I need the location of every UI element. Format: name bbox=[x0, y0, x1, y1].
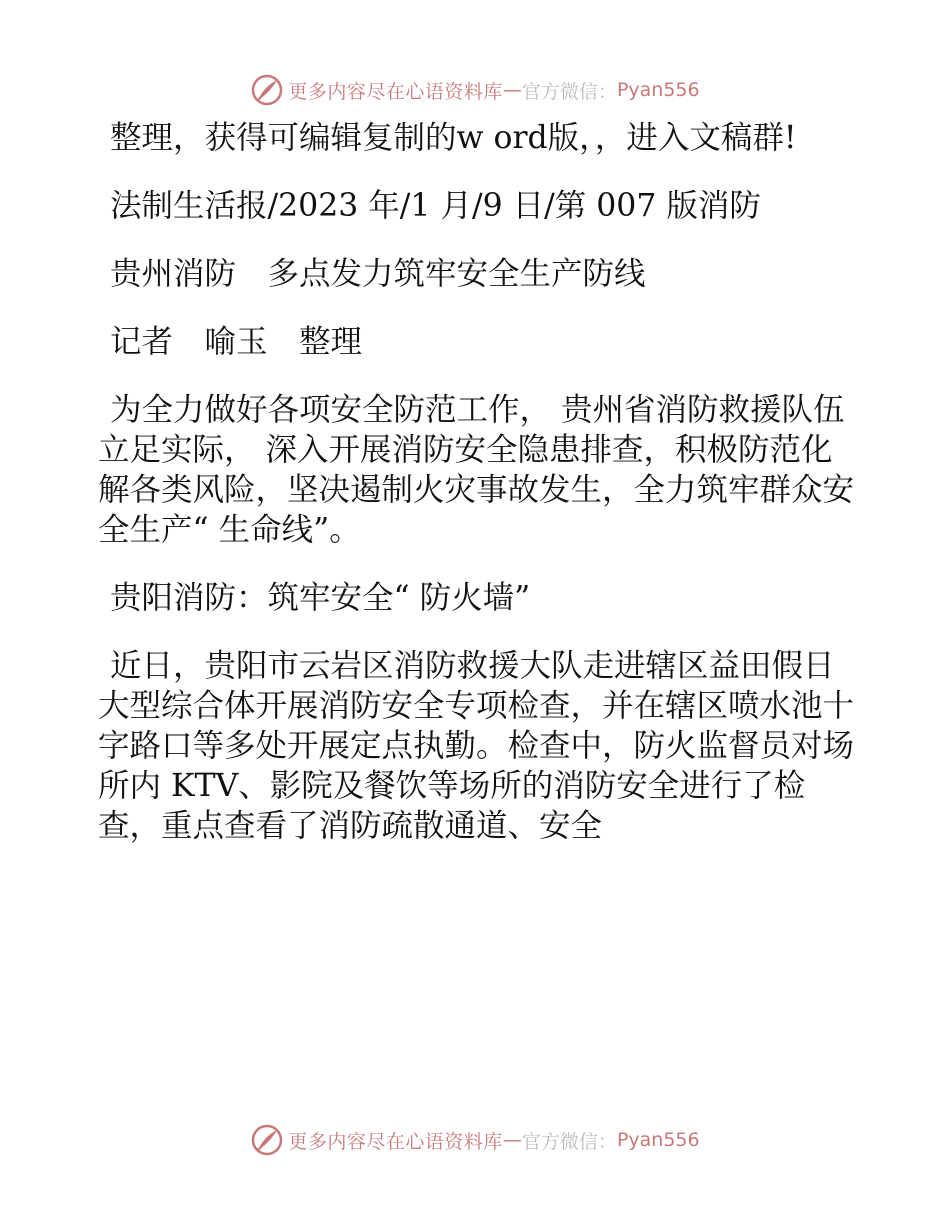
feather-pen-logo-icon bbox=[250, 1123, 284, 1157]
watermark-brand: 更多内容尽在心语资料库 bbox=[288, 80, 503, 103]
watermark-brand: 更多内容尽在心语资料库 bbox=[288, 1130, 503, 1153]
document-body bbox=[98, 118, 858, 874]
article-title: 贵州消防 多点发力筑牢安全生产防线 bbox=[110, 256, 646, 292]
feather-pen-logo-icon bbox=[250, 73, 284, 107]
watermark-handle: Pyan556 bbox=[616, 79, 700, 101]
intro-paragraph: 整理，获得可编辑复制的w ord版，，进入文稿群! bbox=[110, 120, 797, 156]
watermark-footer bbox=[0, 1120, 950, 1160]
section-heading: 贵阳消防：筑牢安全“ 防火墙” bbox=[110, 580, 531, 616]
watermark-separator: — bbox=[502, 79, 522, 101]
watermark-header bbox=[0, 70, 950, 110]
watermark-label: 官方微信： bbox=[521, 80, 617, 103]
source-line: 法制生活报/2023 年/1 月/9 日/第 007 版消防 bbox=[110, 188, 761, 224]
watermark-separator: — bbox=[502, 1129, 522, 1151]
watermark-label: 官方微信： bbox=[521, 1130, 617, 1153]
watermark-handle: Pyan556 bbox=[616, 1129, 700, 1151]
body-paragraph: 近日，贵阳市云岩区消防救援大队走进辖区益田假日大型综合体开展消防安全专项检查，并在辖区喷水池十字路口等多处开展定点执勤。检查中，防火监督员对场所内 KTV、影院及餐饮等场所的消防安全进行了检查，重点查看了消防疏散通道、安全 bbox=[98, 648, 855, 844]
byline: 记者 喻玉 整理 bbox=[110, 324, 363, 360]
lead-paragraph: 为全力做好各项安全防范工作， 贵州省消防救援队伍立足实际， 深入开展消防安全隐患排查，积极防范化解各类风险，坚决遏制火灾事故发生，全力筑牢群众安全生产“ 生命线”。 bbox=[98, 392, 855, 548]
